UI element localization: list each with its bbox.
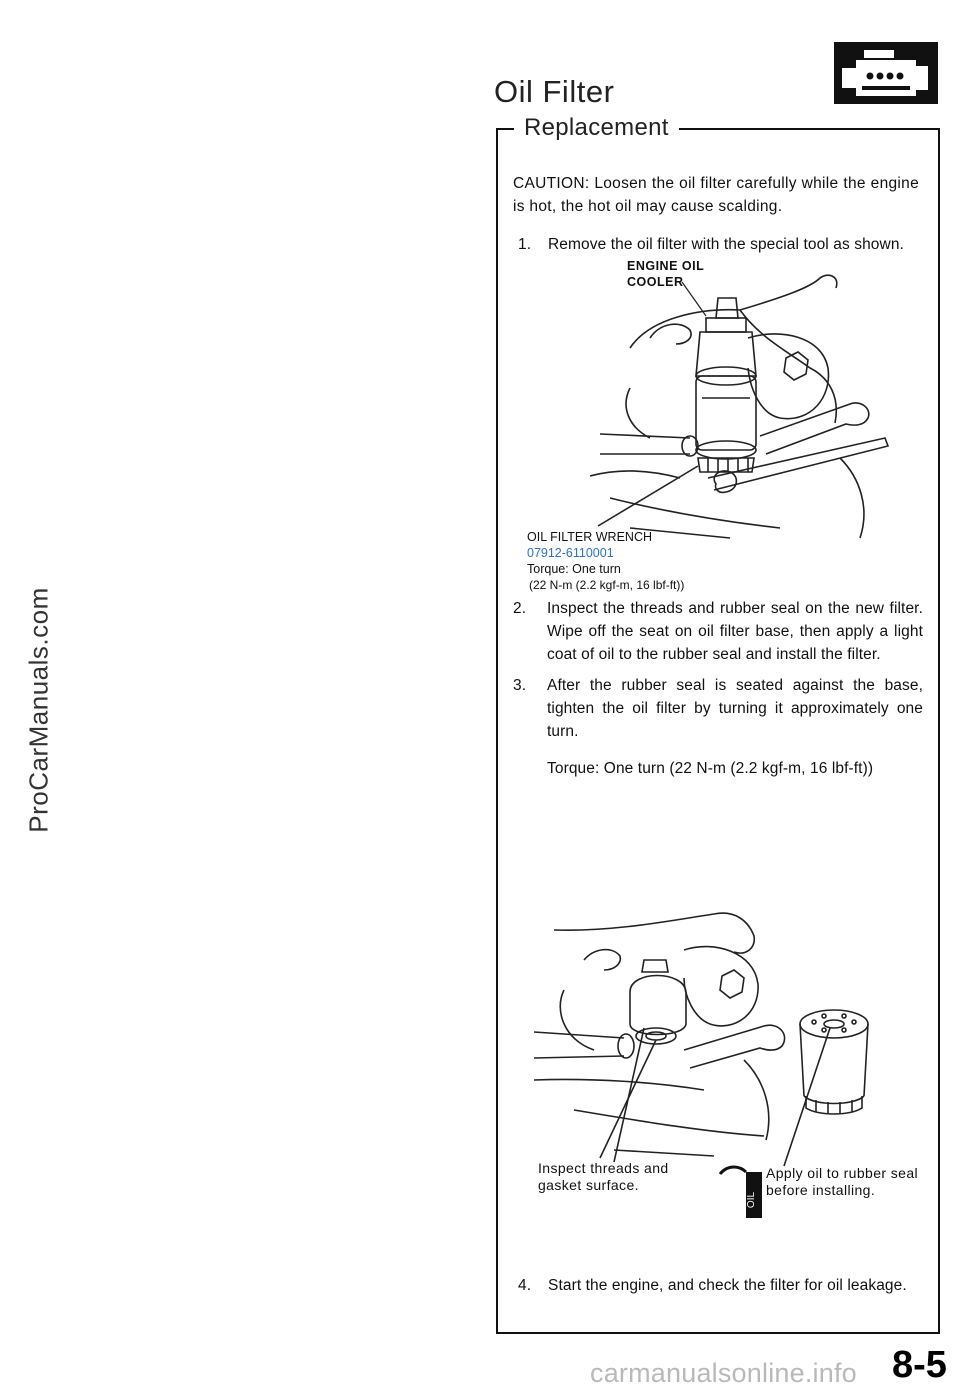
wrench-label: OIL FILTER WRENCH	[527, 530, 653, 544]
oil-can-label: OIL	[746, 1191, 757, 1209]
callout-line: ENGINE OIL	[627, 259, 705, 273]
caution-note: CAUTION: Loosen the oil filter carefully while the engine is hot, the hot oil may cause scalding.	[513, 175, 919, 215]
step-1	[518, 233, 928, 256]
step-text: After the rubber seal is seated against the base, tighten the oil filter by turning it approximately one turn.	[547, 677, 923, 740]
side-watermark	[14, 570, 64, 850]
callout-line: Inspect threads and	[538, 1160, 669, 1176]
step-number: 4.	[518, 1277, 532, 1294]
callout-line: Apply oil to rubber seal	[766, 1165, 919, 1181]
step-3	[513, 674, 923, 743]
inspect-threads-callout	[538, 1160, 669, 1194]
wrench-part-number: 07912-6110001	[527, 546, 614, 560]
torque-spec: Torque: One turn (22 N-m (2.2 kgf-m, 16 lbf-ft))	[547, 760, 874, 777]
step-2	[513, 597, 923, 666]
step-text: Start the engine, and check the filter for oil leakage.	[548, 1277, 907, 1294]
wrench-torque-value: (22 N-m (2.2 kgf-m, 16 lbf-ft))	[529, 578, 685, 592]
engine-block-icon	[834, 42, 938, 104]
wrench-torque-label: Torque: One turn	[527, 562, 621, 576]
page-number: 8-5	[892, 1344, 947, 1386]
footer-watermark: carmanualsonline.info	[590, 1358, 857, 1388]
callout-line: COOLER	[627, 275, 684, 289]
callout-line: before installing.	[766, 1182, 876, 1198]
oil-filter-removal-illustration	[590, 258, 920, 550]
callout-line: gasket surface.	[538, 1177, 639, 1193]
engine-oil-cooler-callout	[627, 258, 704, 290]
step-number: 3.	[513, 677, 527, 694]
step-number: 1.	[518, 236, 532, 253]
apply-oil-callout	[766, 1165, 918, 1199]
section-subtitle: Replacement	[514, 114, 679, 142]
filter-installation-illustration	[534, 900, 924, 1170]
page-title: Oil Filter	[494, 74, 615, 109]
side-watermark-text: ProCarManuals.com	[23, 587, 54, 833]
step-number: 2.	[513, 600, 527, 617]
step-4	[518, 1274, 928, 1297]
step-text: Remove the oil filter with the special tool as shown.	[548, 236, 904, 253]
oil-filter-wrench-callout	[527, 529, 684, 593]
step-text: Inspect the threads and rubber seal on the new filter. Wipe off the seat on oil filter base, then apply a light coat of oil to the rubber seal and install the filter.	[547, 600, 923, 663]
oil-can-icon	[716, 1160, 766, 1220]
